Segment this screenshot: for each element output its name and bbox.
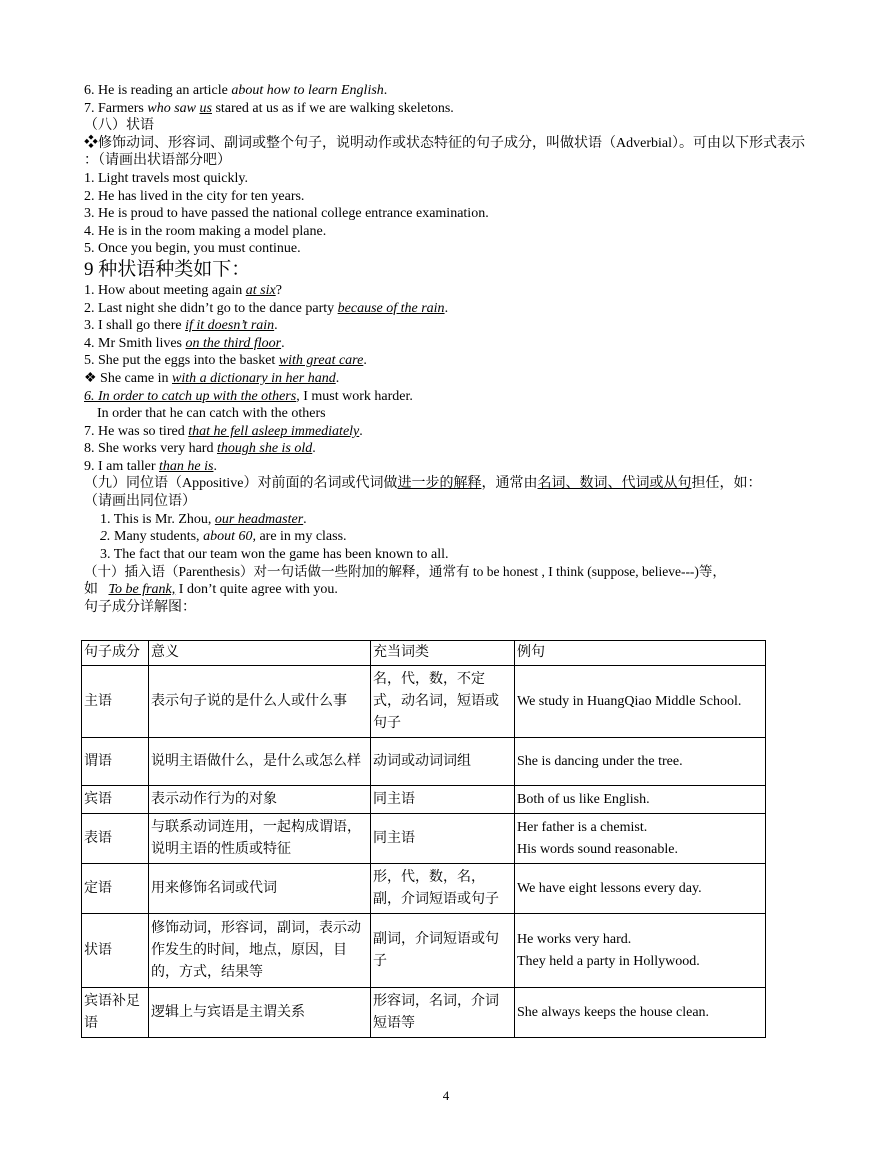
- adverbial-example: 4. He is in the room making a model plane.: [84, 223, 327, 239]
- table-cell: 表示动作行为的对象: [149, 786, 371, 814]
- table-cell: 形容词，名词，介词短语等: [371, 988, 515, 1038]
- appositive-instruction: （请画出同位语）: [84, 494, 196, 510]
- table-cell-example: [515, 786, 766, 814]
- example-sentence: He works very hard.: [517, 931, 632, 947]
- example-sentence: His words sound reasonable.: [517, 841, 678, 857]
- adverbial-kinds-title: 9 种状语种类如下：: [84, 258, 251, 280]
- section-heading-parenthesis: （十）插入语（Parenthesis）对一句话做一些附加的解释，通常有 to be honest , I think (suppose, believe---)等，: [84, 564, 726, 580]
- kind-example-8: 8. She works very hard though she is old.: [84, 441, 316, 457]
- table-cell: 宾语: [82, 786, 149, 814]
- table-cell: 逻辑上与宾语是主谓关系: [149, 988, 371, 1038]
- table-row: [82, 864, 766, 914]
- header-cell: 句子成分: [82, 641, 149, 666]
- header-cell: 充当词类: [371, 641, 515, 666]
- table-row: [82, 786, 766, 814]
- appositive-example-1: 1. This is Mr. Zhou, our headmaster.: [100, 511, 307, 527]
- section-heading-appositive: （九）同位语（Appositive）对前面的名词或代词做进一步的解释，通常由名词、数词、代词或从句担任，如：: [84, 476, 762, 492]
- table-cell-example: [515, 738, 766, 786]
- kind-example-3: 3. I shall go there if it doesn’t rain.: [84, 318, 278, 334]
- table-header-row: [82, 641, 766, 666]
- document-body: [84, 82, 814, 616]
- adverbial-example: 5. Once you begin, you must continue.: [84, 241, 301, 257]
- example-sentence: They held a party in Hollywood.: [517, 953, 700, 969]
- table-cell: 名，代，数，不定式，动名词，短语或句子: [371, 666, 515, 738]
- kind-example-2: 2. Last night she didn’t go to the dance party because of the rain.: [84, 300, 449, 316]
- table-row: [82, 814, 766, 864]
- example-sentence: Her father is a chemist.: [517, 819, 648, 835]
- adverbial-example: 2. He has lived in the city for ten years.: [84, 188, 305, 204]
- table-cell-example: [515, 814, 766, 864]
- parenthesis-example: 如 To be frank, I don’t quite agree with you.: [84, 582, 338, 598]
- table-cell: 修饰动词，形容词，副词，表示动作发生的时间，地点，原因，目的，方式，结果等: [149, 914, 371, 988]
- kind-example-6: 6. In order to catch up with the others, I must work harder.: [84, 388, 413, 404]
- table-title: 句子成分详解图：: [84, 599, 196, 615]
- example-line-6: 6. He is reading an article about how to learn English.: [84, 83, 388, 98]
- table-row: [82, 988, 766, 1038]
- header-cell: 例句: [515, 641, 766, 666]
- example-sentence: She is dancing under the tree.: [517, 753, 683, 769]
- table-row: [82, 914, 766, 988]
- adverbial-example: 1. Light travels most quickly.: [84, 170, 248, 186]
- table-cell: 主语: [82, 666, 149, 738]
- table-row: [82, 738, 766, 786]
- example-sentence: Both of us like English.: [517, 791, 650, 807]
- example-line-7: 7. Farmers who saw us stared at us as if we are walking skeletons.: [84, 100, 454, 116]
- table-cell-example: [515, 988, 766, 1038]
- table-cell: 同主语: [371, 814, 515, 864]
- table-cell: 宾语补足语: [82, 988, 149, 1038]
- table-cell: 表示句子说的是什么人或什么事: [149, 666, 371, 738]
- kind-example-5b: ❖ She came in with a dictionary in her hand.: [84, 370, 340, 386]
- table-row: [82, 666, 766, 738]
- adverbial-examples: [84, 170, 814, 258]
- table-cell: 同主语: [371, 786, 515, 814]
- kind-example-4: 4. Mr Smith lives on the third floor.: [84, 335, 285, 351]
- table-cell: 说明主语做什么，是什么或怎么样: [149, 738, 371, 786]
- table-cell: 状语: [82, 914, 149, 988]
- appositive-example-3: 3. The fact that our team won the game has been known to all.: [100, 546, 449, 562]
- table-cell: 副词，介词短语或句子: [371, 914, 515, 988]
- table-cell: 表语: [82, 814, 149, 864]
- section-heading-adverbial: （八）状语: [84, 118, 154, 134]
- adverbial-example: 3. He is proud to have passed the national college entrance examination.: [84, 206, 489, 222]
- page-number: 4: [442, 1088, 450, 1103]
- table-cell: 用来修饰名词或代词: [149, 864, 371, 914]
- appositive-example-2: 2. Many students, about 60, are in my class.: [100, 529, 347, 545]
- kind-example-1: 1. How about meeting again at six?: [84, 282, 282, 298]
- table-cell: 谓语: [82, 738, 149, 786]
- table-cell-example: [515, 666, 766, 738]
- table-cell: 形，代，数，名，副，介词短语或句子: [371, 864, 515, 914]
- sentence-components-table: [81, 640, 766, 1038]
- kind-example-6b: In order that he can catch with the others: [97, 406, 326, 422]
- kind-example-7: 7. He was so tired that he fell asleep immediately.: [84, 423, 363, 439]
- kind-example-9: 9. I am taller than he is.: [84, 458, 217, 474]
- kind-example-5: 5. She put the eggs into the basket with great care.: [84, 353, 367, 369]
- table-cell: 与联系动词连用，一起构成谓语，说明主语的性质或特征: [149, 814, 371, 864]
- table-cell: 动词或动词词组: [371, 738, 515, 786]
- header-cell: 意义: [149, 641, 371, 666]
- adverbial-definition: ❖修饰动词、形容词、副词或整个句子，说明动作或状态特征的句子成分，叫做状语（Adverbial）。可由以下形式表示 ：（请画出状语部分吧）: [84, 135, 805, 169]
- table-cell-example: [515, 914, 766, 988]
- example-sentence: We study in HuangQiao Middle School.: [517, 693, 742, 709]
- example-sentence: She always keeps the house clean.: [517, 1004, 710, 1020]
- table-cell: 定语: [82, 864, 149, 914]
- example-sentence: We have eight lessons every day.: [517, 880, 702, 896]
- table-cell-example: [515, 864, 766, 914]
